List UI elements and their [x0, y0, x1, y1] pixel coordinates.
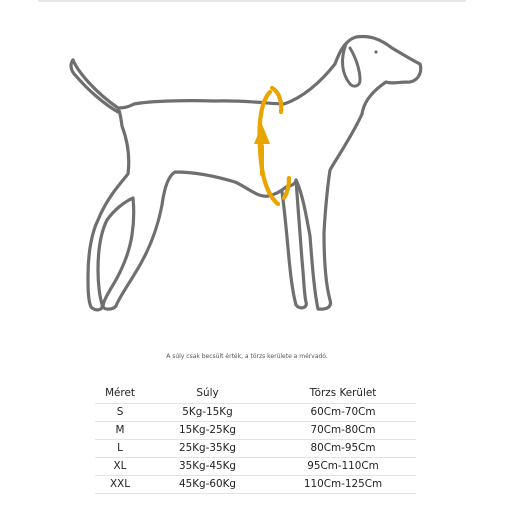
size-cell: S: [95, 404, 145, 422]
weight-cell: 45Kg-60Kg: [145, 476, 270, 494]
size-cell: XXL: [95, 476, 145, 494]
dog-eye: [374, 50, 377, 53]
weight-cell: 15Kg-25Kg: [145, 422, 270, 440]
size-cell: M: [95, 422, 145, 440]
weight-cell: 35Kg-45Kg: [145, 458, 270, 476]
table-row: [95, 440, 416, 458]
size-cell: L: [95, 440, 145, 458]
table-header-row: [95, 384, 416, 404]
table-row: [95, 422, 416, 440]
girth-cell: 60Cm-70Cm: [270, 404, 416, 422]
header-size: Méret: [95, 384, 145, 404]
estimate-note: A súly csak becsült érték, a törzs kerülete a mérvadó.: [166, 353, 328, 360]
table-row: [95, 476, 416, 494]
girth-cell: 80Cm-95Cm: [270, 440, 416, 458]
header-weight: Súly: [145, 384, 270, 404]
weight-cell: 5Kg-15Kg: [145, 404, 270, 422]
dog-ear-outline: [343, 44, 360, 86]
table-row: [95, 458, 416, 476]
girth-cell: 95Cm-110Cm: [270, 458, 416, 476]
weight-cell: 25Kg-35Kg: [145, 440, 270, 458]
dog-body-outline: [73, 36, 421, 309]
size-cell: XL: [95, 458, 145, 476]
size-chart-table: [95, 384, 416, 494]
table-row: [95, 404, 416, 422]
girth-cell: 70Cm-80Cm: [270, 422, 416, 440]
girth-cell: 110Cm-125Cm: [270, 476, 416, 494]
header-girth: Törzs Kerület: [270, 384, 416, 404]
